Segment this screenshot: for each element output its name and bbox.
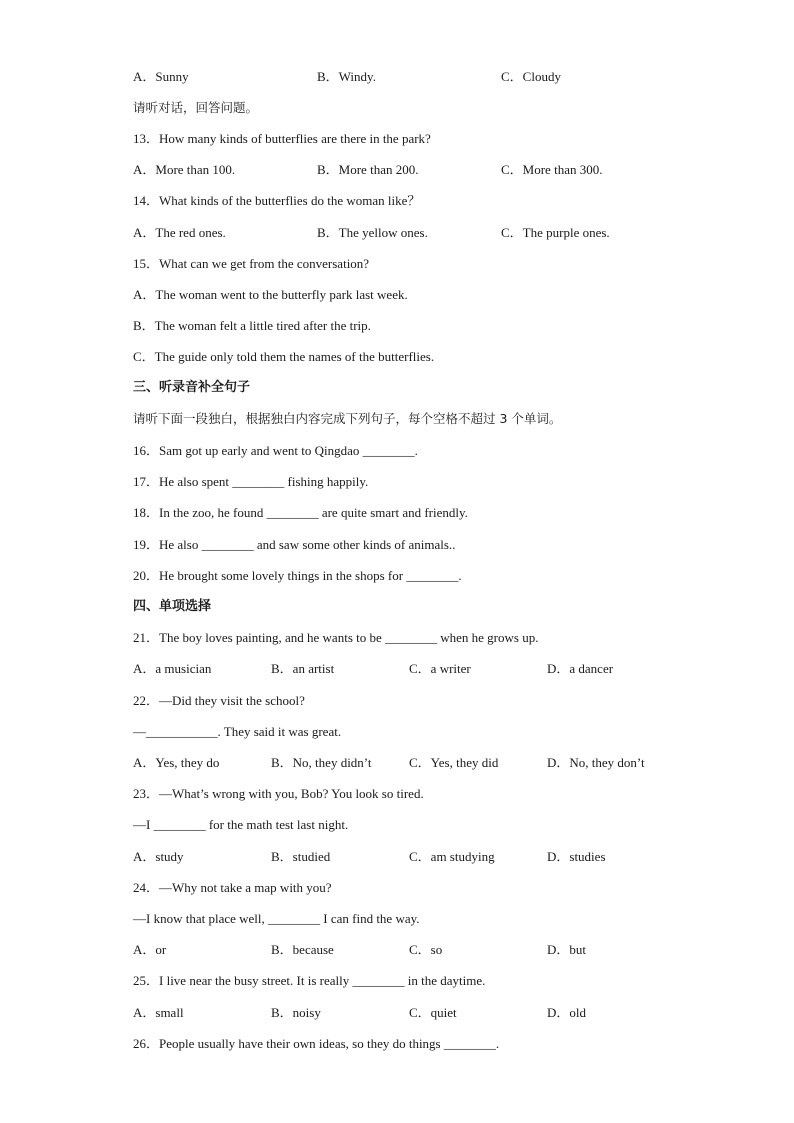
q13-option-a: A．More than 100. [133, 162, 236, 177]
section3-title: 三、听录音补全句子 [133, 380, 251, 395]
q21-option-b: B．an artist [271, 661, 335, 676]
q21-stem: 21．The boy loves painting, and he wants to be ________ when he grows up. [133, 630, 539, 645]
q24-option-a: A．or [133, 942, 167, 957]
q25-option-a: A．small [133, 1005, 184, 1020]
q15-stem: 15．What can we get from the conversation? [133, 256, 370, 271]
q23-response: —I ________ for the math test last night. [133, 817, 349, 832]
q23-stem: 23．—What’s wrong with you, Bob? You look so tired. [133, 786, 424, 801]
q22-stem: 22．—Did they visit the school? [133, 693, 305, 708]
q21-option-c: C．a writer [409, 661, 471, 676]
q17-item: 17．He also spent ________ fishing happily. [133, 474, 369, 489]
q22-option-c: C．Yes, they did [409, 755, 499, 770]
q18-item: 18．In the zoo, he found ________ are quite smart and friendly. [133, 505, 468, 520]
q24-stem: 24．—Why not take a map with you? [133, 880, 332, 895]
q16-item: 16．Sam got up early and went to Qingdao ________. [133, 443, 418, 458]
q23-option-d: D．studies [547, 849, 606, 864]
q24-option-d: D．but [547, 942, 587, 957]
q13-option-c: C．More than 300. [501, 162, 603, 177]
q12-option-b: B．Windy. [317, 69, 376, 84]
section4-title: 四、单项选择 [133, 599, 212, 614]
q23-option-c: C．am studying [409, 849, 495, 864]
q22-option-a: A．Yes, they do [133, 755, 220, 770]
section3-instruction: 请听下面一段独白，根据独白内容完成下列句子，每个空格不超过 3 个单词。 [133, 411, 562, 426]
q12-option-a: A．Sunny [133, 69, 189, 84]
q13-stem: 13．How many kinds of butterflies are there in the park? [133, 131, 431, 146]
dialogue-instruction: 请听对话，回答问题。 [133, 100, 259, 115]
q14-stem: 14．What kinds of the butterflies do the woman like？ [133, 193, 421, 208]
q14-option-a: A．The red ones. [133, 225, 226, 240]
q25-option-c: C．quiet [409, 1005, 457, 1020]
q13-option-b: B．More than 200. [317, 162, 419, 177]
q22-option-d: D．No, they don’t [547, 755, 645, 770]
q23-option-b: B．studied [271, 849, 331, 864]
q14-option-c: C．The purple ones. [501, 225, 610, 240]
q19-item: 19．He also ________ and saw some other kinds of animals.. [133, 537, 456, 552]
q24-option-b: B．because [271, 942, 334, 957]
q20-item: 20．He brought some lovely things in the shops for ________. [133, 568, 462, 583]
q15-option-b: B．The woman felt a little tired after the trip. [133, 318, 371, 333]
q25-option-d: D．old [547, 1005, 587, 1020]
q12-option-c: C．Cloudy [501, 69, 561, 84]
q15-option-c: C．The guide only told them the names of the butterflies. [133, 349, 435, 364]
q26-stem: 26．People usually have their own ideas, so they do things ________. [133, 1036, 500, 1051]
q22-response: —___________. They said it was great. [133, 724, 342, 739]
q22-option-b: B．No, they didn’t [271, 755, 372, 770]
q21-option-a: A．a musician [133, 661, 212, 676]
q21-option-d: D．a dancer [547, 661, 614, 676]
q15-option-a: A．The woman went to the butterfly park last week. [133, 287, 408, 302]
q25-option-b: B．noisy [271, 1005, 321, 1020]
q23-option-a: A．study [133, 849, 184, 864]
q14-option-b: B．The yellow ones. [317, 225, 428, 240]
q24-option-c: C．so [409, 942, 443, 957]
q24-response: —I know that place well, ________ I can find the way. [133, 911, 420, 926]
q25-stem: 25．I live near the busy street. It is really ________ in the daytime. [133, 973, 486, 988]
